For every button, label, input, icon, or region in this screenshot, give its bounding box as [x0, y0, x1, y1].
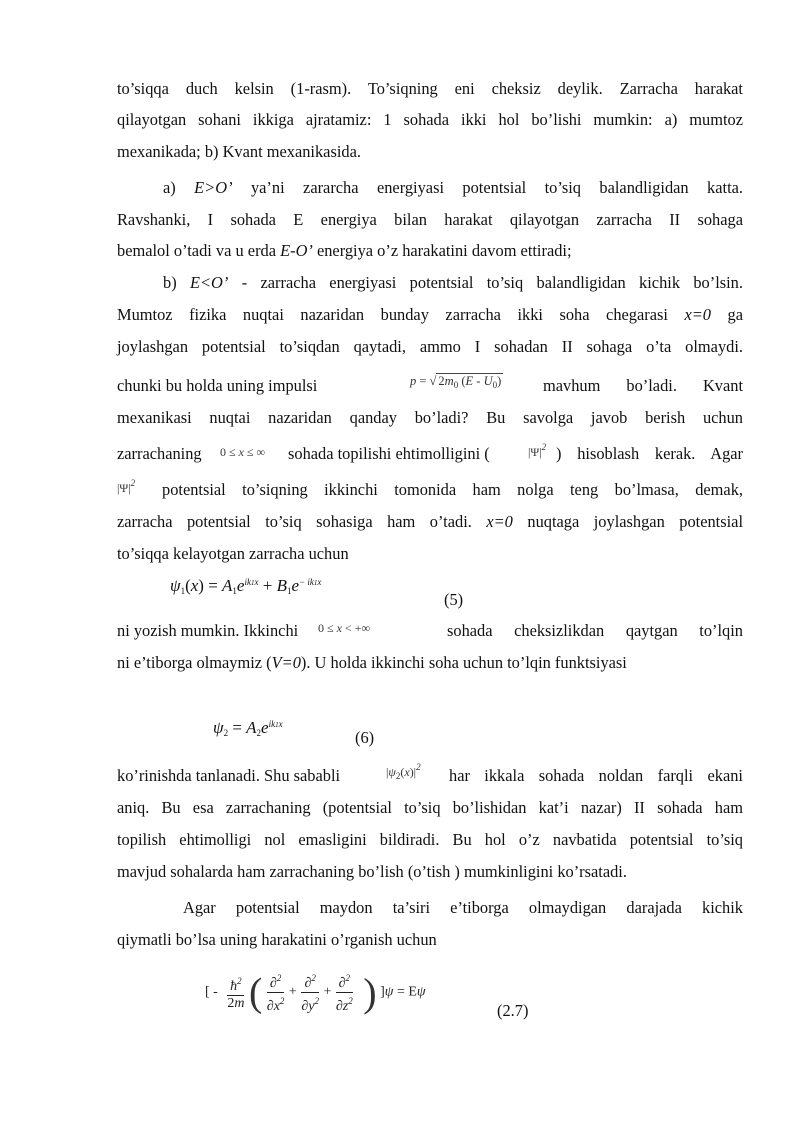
- equation-5-label: (5): [444, 590, 464, 609]
- text-line-2: qilayotgan sohani ikkiga ajratamiz: 1 sohada ikki hol bo’lishi mumkin: a) mumtoz: [117, 110, 743, 129]
- impulse-formula: p = √ $2m_0$ $(E - U_0)$: [410, 374, 502, 390]
- psi-squared: $|\Psi|^2$: [528, 442, 547, 459]
- text-line-6: bemalol o’tadi va u erda E-O’ energiya o’z harakatini davom ettiradi;: [117, 241, 572, 260]
- text-line-4: a) E>O’ ya’ni zararcha energiyasi potentsial to’siq balandligidan katta.: [163, 178, 743, 197]
- equation-5: $\psi_1(x) = A_1e^{ik1x} + B_1e^{- ik1x}$: [170, 576, 322, 596]
- text-line-5: Ravshanki, I sohada E energiya bilan harakat qilayotgan zarracha II sohaga: [117, 210, 743, 229]
- equation-6: $\psi_2 = A_2e^{ik1x}$: [213, 718, 283, 738]
- text-line-20: topilish ehtimolligi nol emasligini bildiradi. Bu hol o’z navbatida potentsial to’siq: [117, 830, 743, 849]
- text-line-18-end: har ikkala sohada noldan farqli ekani: [449, 766, 743, 785]
- text-line-10-end: mavhum bo’ladi. Kvant: [543, 376, 743, 395]
- range-formula-2: 0 ≤ x < +∞: [318, 621, 371, 635]
- range-formula: 0 ≤ x ≤ ∞: [220, 445, 266, 459]
- text-line-3: mexanikada; b) Kvant mexanikasida.: [117, 142, 361, 161]
- text-line-16-end: sohada cheksizlikdan qaytgan to’lqin: [447, 621, 743, 640]
- equation-2-7-label: (2.7): [497, 1001, 529, 1020]
- text-line-17: ni e’tiborga olmaymiz (V=0). U holda ikkinchi soha uchun to’lqin funktsiyasi: [117, 653, 627, 672]
- text-line-7: b) E<O’ - zarracha energiyasi potentsial to’siq balandligidan kichik bo’lsin.: [163, 273, 743, 292]
- equation-2-7: [ - $\frac{ħ^2}{2m}$ ( $\frac{\partial^2}{\partial x^2}$ + $\frac{\partial^2}{\partial y^2}$ + $\frac{\partial^2}{\partial z^2}$ ) ]ψ = Eψ: [205, 969, 426, 1015]
- text-line-12-start: zarrachaning: [117, 444, 202, 463]
- text-line-19: aniq. Bu esa zarrachaning (potentsial to’siq bo’lishidan kat’i nazar) II sohada ham: [117, 798, 743, 817]
- text-line-14: zarracha potentsial to’siq sohasiga ham o’tadi. x=0 nuqtaga joylashgan potentsial: [117, 512, 743, 531]
- text-line-9: joylashgan potentsial to’siqdan qaytadi, ammo I sohadan II sohaga o’ta olmaydi.: [117, 337, 743, 356]
- text-line-21: mavjud sohalarda ham zarrachaning bo’lish (o’tish ) mumkinligini ko’rsatadi.: [117, 862, 627, 881]
- text-line-1: to’siqqa duch kelsin (1-rasm). To’siqning eni cheksiz deylik. Zarracha harakat: [117, 79, 743, 98]
- text-line-8: Mumtoz fizika nuqtai nazaridan bunday zarracha ikki soha chegarasi x=0 ga: [117, 305, 744, 324]
- text-line-10-start: chunki bu holda uning impulsi: [117, 376, 318, 395]
- text-line-22: Agar potentsial maydon ta’siri e’tiborga olmaydigan darajada kichik: [183, 898, 743, 917]
- text-line-12-end: ) hisoblash kerak. Agar: [556, 444, 743, 463]
- psi-squared-2: $|\Psi|^2$: [117, 478, 136, 495]
- text-line-18-start: ko’rinishda tanlanadi. Shu sababli: [117, 766, 341, 785]
- equation-6-label: (6): [355, 728, 375, 747]
- text-line-12-mid: sohada topilishi ehtimolligini (: [288, 444, 490, 463]
- text-line-13: potentsial to’siqning ikkinchi tomonida ham nolga teng bo’lmasa, demak,: [162, 480, 743, 499]
- text-line-15: to’siqqa kelayotgan zarracha uchun: [117, 544, 349, 563]
- psi2-squared: $|\psi_2(x)|^2$: [386, 762, 421, 781]
- text-line-16-start: ni yozish mumkin. Ikkinchi: [117, 621, 299, 640]
- text-line-11: mexanikasi nuqtai nazaridan qanday bo’ladi? Bu savolga javob berish uchun: [117, 408, 743, 427]
- text-line-23: qiymatli bo’lsa uning harakatini o’rganish uchun: [117, 930, 437, 949]
